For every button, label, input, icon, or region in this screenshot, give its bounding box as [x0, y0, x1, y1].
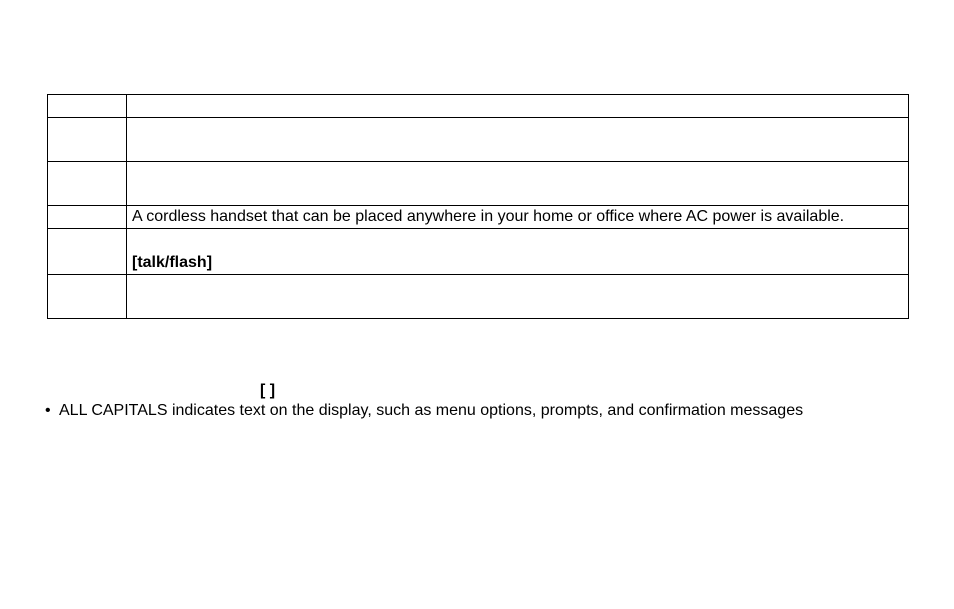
term-cell: [48, 275, 127, 319]
talk-flash-key-label: [talk/flash]: [127, 229, 909, 275]
bracket-convention-note: [ ]: [260, 382, 276, 399]
capitals-convention-bullet: [45, 402, 803, 420]
definition-cell: [127, 275, 909, 319]
bullet-icon: •: [45, 402, 51, 419]
term-cell: [48, 118, 127, 162]
definition-cell: [127, 206, 909, 229]
table-row: [48, 206, 909, 229]
terminology-table: [47, 94, 909, 319]
capitals-convention-text: ALL CAPITALS indicates text on the display, such as menu options, prompts, and confirmation messages: [59, 402, 804, 419]
definition-cell: [127, 118, 909, 162]
table-row: [48, 118, 909, 162]
cordless-handset-definition: A cordless handset that can be placed anywhere in your home or office where AC power is available.: [132, 208, 845, 225]
table-row: [48, 162, 909, 206]
term-cell: [48, 229, 127, 275]
term-cell: [48, 162, 127, 206]
table-row: [48, 229, 909, 275]
term-cell: [48, 95, 127, 118]
definition-cell: [127, 162, 909, 206]
table-row: [48, 275, 909, 319]
table-row: [48, 95, 909, 118]
definition-cell: [127, 95, 909, 118]
term-cell: [48, 206, 127, 229]
